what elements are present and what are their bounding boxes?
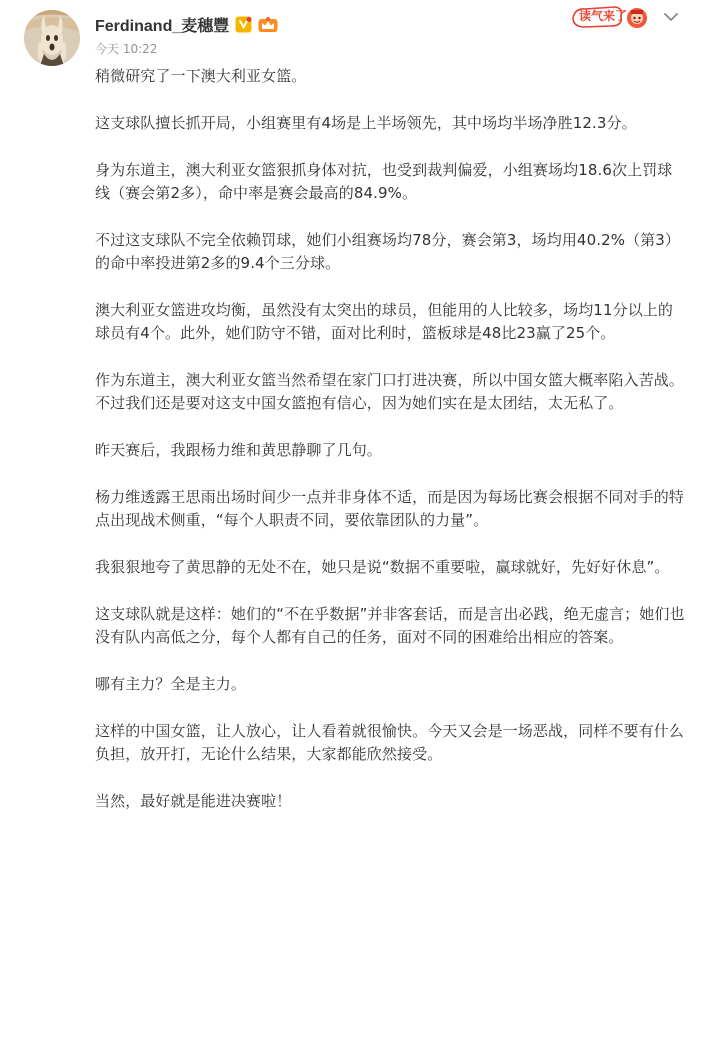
post-paragraph: 作为东道主，澳大利亚女篮当然希望在家门口打进决赛，所以中国女篮大概率陷入苦战。不过我们还是要对这支中国女篮抱有信心，因为她们实在是太团结，太无私了。	[95, 371, 684, 412]
avatar-image	[24, 10, 80, 66]
post-paragraph: 昨天赛后，我跟杨力维和黄思静聊了几句。	[95, 441, 382, 459]
post-paragraph: 不过这支球队不完全依赖罚球，她们小组赛场均78分，赛会第3，场均用40.2%（第3）的命中率投进第2多的9.4个三分球。	[95, 231, 681, 272]
chevron-down-icon[interactable]	[661, 7, 681, 27]
author-name[interactable]: Ferdinand_麦穗豐	[95, 17, 230, 35]
post-body	[95, 65, 685, 837]
sticker-text: 读气来了	[579, 9, 628, 23]
top-right-actions	[571, 4, 681, 30]
post-paragraph: 稍微研究了一下澳大利亚女篮。	[95, 67, 307, 85]
post-paragraph: 我狠狠地夸了黄思静的无处不在，她只是说“数据不重要啦，赢球就好，先好好休息”。	[95, 558, 670, 576]
post-paragraph: 澳大利亚女篮进攻均衡，虽然没有太突出的球员，但能用的人比较多，场均11分以上的球员有4个。此外，她们防守不错，面对比利时，篮板球是48比23赢了25个。	[95, 301, 673, 342]
post-paragraph: 杨力维透露王思雨出场时间少一点并非身体不适，而是因为每场比赛会根据不同对手的特点出现战术侧重，“每个人职责不同，要依靠团队的力量”。	[95, 488, 684, 529]
author-row	[95, 12, 555, 36]
post-header	[95, 12, 555, 57]
post-paragraph: 这支球队擅长抓开局，小组赛里有4场是上半场领先，其中场均半场净胜12.3分。	[95, 114, 637, 132]
verified-v-icon[interactable]	[235, 16, 252, 33]
post-timestamp[interactable]: 今天 10:22	[95, 42, 158, 56]
member-crown-icon[interactable]	[258, 16, 278, 33]
post-paragraph: 哪有主力？全是主力。	[95, 675, 247, 693]
post-paragraph: 当然，最好就是能进决赛啦！	[95, 792, 292, 810]
lucky-sticker[interactable]	[571, 4, 653, 30]
post-paragraph: 身为东道主，澳大利亚女篮狠抓身体对抗，也受到裁判偏爱，小组赛场均18.6次上罚球线（赛会第2多），命中率是赛会最高的84.9%。	[95, 161, 673, 202]
post-paragraph: 这支球队就是这样：她们的“不在乎数据”并非客套话，而是言出必践，绝无虚言；她们也没有队内高低之分，每个人都有自己的任务，面对不同的困难给出相应的答案。	[95, 605, 685, 646]
post-paragraph: 这样的中国女篮，让人放心，让人看着就很愉快。今天又会是一场恶战，同样不要有什么负担，放开打，无论什么结果，大家都能欣然接受。	[95, 722, 684, 763]
author-avatar[interactable]	[24, 10, 80, 66]
